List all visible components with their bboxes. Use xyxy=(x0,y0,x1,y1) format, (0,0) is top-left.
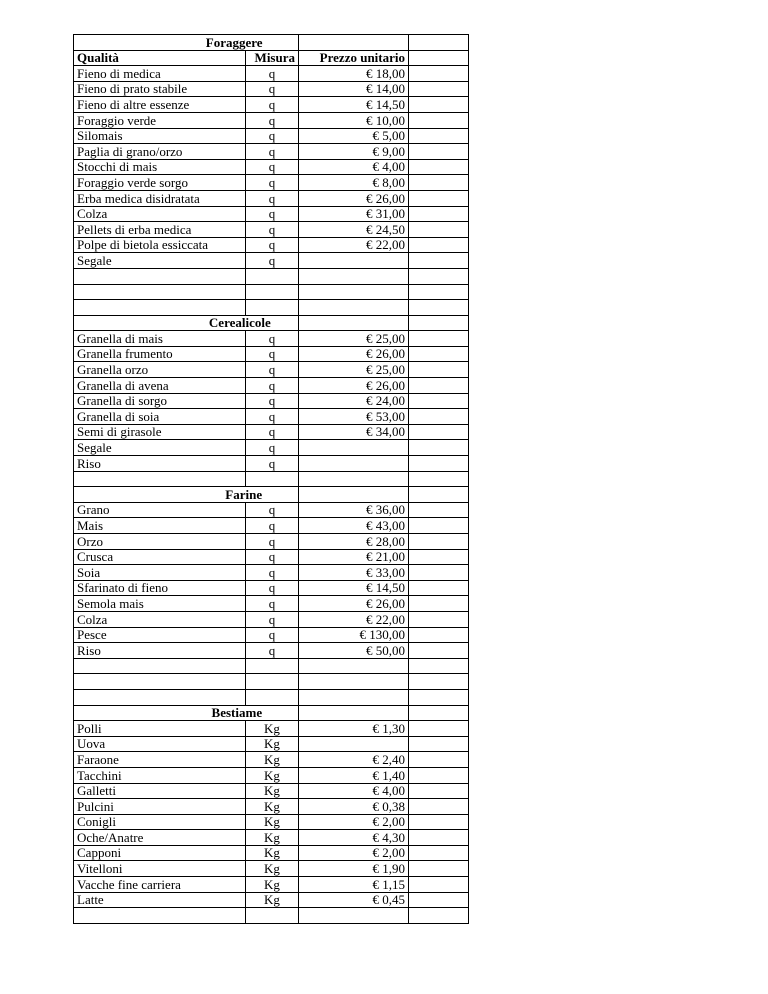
item-price: € 28,00 xyxy=(299,534,409,550)
item-unit: Kg xyxy=(246,752,299,768)
empty-cell xyxy=(299,908,409,924)
empty-cell xyxy=(409,81,469,97)
item-name: Semi di girasole xyxy=(74,424,246,440)
item-price xyxy=(299,736,409,752)
item-price: € 14,00 xyxy=(299,81,409,97)
item-name: Pulcini xyxy=(74,799,246,815)
item-price xyxy=(299,253,409,269)
empty-cell xyxy=(409,284,469,300)
table-row xyxy=(74,518,469,534)
item-name: Granella di mais xyxy=(74,331,246,347)
empty-cell xyxy=(409,409,469,425)
table-row xyxy=(74,752,469,768)
empty-cell xyxy=(299,689,409,705)
empty-cell xyxy=(409,66,469,82)
item-name: Mais xyxy=(74,518,246,534)
empty-cell xyxy=(409,97,469,113)
item-name: Polli xyxy=(74,721,246,737)
table-row xyxy=(74,549,469,565)
item-name: Stocchi di mais xyxy=(74,159,246,175)
blank-row xyxy=(74,658,469,674)
item-unit: q xyxy=(246,534,299,550)
item-name: Riso xyxy=(74,456,246,472)
table-row xyxy=(74,378,469,394)
item-name: Granella di avena xyxy=(74,378,246,394)
item-unit: q xyxy=(246,409,299,425)
item-price: € 4,00 xyxy=(299,783,409,799)
empty-cell xyxy=(74,658,246,674)
item-name: Polpe di bietola essiccata xyxy=(74,237,246,253)
item-price: € 10,00 xyxy=(299,112,409,128)
empty-cell xyxy=(409,144,469,160)
item-name: Oche/Anatre xyxy=(74,830,246,846)
empty-cell xyxy=(74,284,246,300)
item-name: Foraggio verde xyxy=(74,112,246,128)
item-name: Pesce xyxy=(74,627,246,643)
item-unit: q xyxy=(246,456,299,472)
item-unit: q xyxy=(246,378,299,394)
empty-cell xyxy=(409,331,469,347)
table-row xyxy=(74,222,469,238)
table-row xyxy=(74,627,469,643)
item-name: Grano xyxy=(74,502,246,518)
empty-cell xyxy=(409,861,469,877)
empty-cell xyxy=(409,689,469,705)
table-row xyxy=(74,128,469,144)
item-unit: Kg xyxy=(246,814,299,830)
item-name: Colza xyxy=(74,611,246,627)
empty-cell xyxy=(409,611,469,627)
empty-cell xyxy=(409,596,469,612)
empty-cell xyxy=(409,799,469,815)
empty-cell xyxy=(409,877,469,893)
empty-cell xyxy=(409,300,469,316)
table-row xyxy=(74,580,469,596)
empty-cell xyxy=(409,378,469,394)
item-name: Granella di sorgo xyxy=(74,393,246,409)
table-row xyxy=(74,596,469,612)
item-name: Orzo xyxy=(74,534,246,550)
col-header-unit: Misura xyxy=(246,50,299,66)
price-table-body xyxy=(74,35,469,924)
empty-cell xyxy=(409,175,469,191)
section-title-row xyxy=(74,705,469,721)
item-unit: q xyxy=(246,440,299,456)
empty-cell xyxy=(409,674,469,690)
item-price: € 14,50 xyxy=(299,580,409,596)
item-unit: q xyxy=(246,112,299,128)
col-header-price: Prezzo unitario xyxy=(299,50,409,66)
empty-cell xyxy=(74,300,246,316)
table-row xyxy=(74,144,469,160)
item-price: € 34,00 xyxy=(299,424,409,440)
blank-row xyxy=(74,689,469,705)
item-unit: q xyxy=(246,222,299,238)
empty-cell xyxy=(409,456,469,472)
item-unit: Kg xyxy=(246,861,299,877)
item-price: € 26,00 xyxy=(299,346,409,362)
empty-cell xyxy=(409,35,469,51)
item-name: Soia xyxy=(74,565,246,581)
empty-cell xyxy=(409,721,469,737)
item-price: € 2,40 xyxy=(299,752,409,768)
empty-cell xyxy=(299,471,409,487)
item-name: Colza xyxy=(74,206,246,222)
table-row xyxy=(74,97,469,113)
empty-cell xyxy=(246,268,299,284)
table-row xyxy=(74,830,469,846)
table-row xyxy=(74,346,469,362)
empty-cell xyxy=(409,658,469,674)
item-name: Paglia di grano/orzo xyxy=(74,144,246,160)
item-price: € 26,00 xyxy=(299,596,409,612)
item-name: Tacchini xyxy=(74,767,246,783)
item-price: € 1,15 xyxy=(299,877,409,893)
table-row xyxy=(74,814,469,830)
empty-cell xyxy=(246,658,299,674)
item-unit: q xyxy=(246,565,299,581)
item-price: € 5,00 xyxy=(299,128,409,144)
item-name: Granella orzo xyxy=(74,362,246,378)
empty-cell xyxy=(409,705,469,721)
item-unit: q xyxy=(246,175,299,191)
empty-cell xyxy=(409,518,469,534)
item-name: Capponi xyxy=(74,845,246,861)
item-price: € 0,38 xyxy=(299,799,409,815)
empty-cell xyxy=(409,534,469,550)
table-row xyxy=(74,424,469,440)
empty-cell xyxy=(409,736,469,752)
item-price: € 43,00 xyxy=(299,518,409,534)
table-row xyxy=(74,736,469,752)
table-row xyxy=(74,190,469,206)
item-unit: Kg xyxy=(246,845,299,861)
table-row xyxy=(74,456,469,472)
table-row xyxy=(74,440,469,456)
empty-cell xyxy=(299,268,409,284)
empty-cell xyxy=(409,159,469,175)
empty-cell xyxy=(409,487,469,503)
item-name: Uova xyxy=(74,736,246,752)
empty-cell xyxy=(246,300,299,316)
item-unit: Kg xyxy=(246,721,299,737)
item-name: Pellets di erba medica xyxy=(74,222,246,238)
item-price xyxy=(299,456,409,472)
empty-cell xyxy=(74,689,246,705)
item-price: € 24,00 xyxy=(299,393,409,409)
item-unit: Kg xyxy=(246,767,299,783)
item-unit: q xyxy=(246,424,299,440)
empty-cell xyxy=(409,502,469,518)
item-name: Faraone xyxy=(74,752,246,768)
section-title-cont: icole xyxy=(246,315,299,331)
item-price: € 50,00 xyxy=(299,643,409,659)
item-price: € 25,00 xyxy=(299,331,409,347)
item-unit: Kg xyxy=(246,892,299,908)
item-name: Vacche fine carriera xyxy=(74,877,246,893)
table-row xyxy=(74,81,469,97)
item-price: € 0,45 xyxy=(299,892,409,908)
empty-cell xyxy=(409,128,469,144)
item-name: Segale xyxy=(74,253,246,269)
empty-cell xyxy=(409,190,469,206)
item-unit: q xyxy=(246,331,299,347)
table-row xyxy=(74,565,469,581)
column-header-row xyxy=(74,50,469,66)
item-name: Granella di soia xyxy=(74,409,246,425)
empty-cell xyxy=(409,253,469,269)
price-table xyxy=(73,34,469,924)
item-unit: q xyxy=(246,643,299,659)
section-title: Foragg xyxy=(74,35,246,51)
table-row xyxy=(74,643,469,659)
table-row xyxy=(74,409,469,425)
section-title-row xyxy=(74,315,469,331)
item-unit: q xyxy=(246,502,299,518)
table-row xyxy=(74,206,469,222)
item-name: Sfarinato di fieno xyxy=(74,580,246,596)
empty-cell xyxy=(246,471,299,487)
empty-cell xyxy=(299,35,409,51)
item-price: € 22,00 xyxy=(299,237,409,253)
table-row xyxy=(74,331,469,347)
item-unit: q xyxy=(246,611,299,627)
item-name: Crusca xyxy=(74,549,246,565)
table-row xyxy=(74,112,469,128)
item-name: Galletti xyxy=(74,783,246,799)
table-row xyxy=(74,611,469,627)
col-header-quality: Qualità xyxy=(74,50,246,66)
item-price: € 21,00 xyxy=(299,549,409,565)
table-row xyxy=(74,783,469,799)
empty-cell xyxy=(409,830,469,846)
item-price: € 24,50 xyxy=(299,222,409,238)
item-unit: q xyxy=(246,253,299,269)
empty-cell xyxy=(409,845,469,861)
section-title: Far xyxy=(74,487,246,503)
item-price: € 25,00 xyxy=(299,362,409,378)
item-unit: q xyxy=(246,159,299,175)
empty-cell xyxy=(409,237,469,253)
section-title-cont: ere xyxy=(246,35,299,51)
table-row xyxy=(74,362,469,378)
empty-cell xyxy=(246,689,299,705)
empty-cell xyxy=(246,908,299,924)
item-name: Fieno di medica xyxy=(74,66,246,82)
empty-cell xyxy=(299,284,409,300)
item-price: € 1,30 xyxy=(299,721,409,737)
item-unit: Kg xyxy=(246,783,299,799)
item-price: € 1,90 xyxy=(299,861,409,877)
section-title-cont: me xyxy=(246,705,299,721)
table-row xyxy=(74,799,469,815)
table-row xyxy=(74,159,469,175)
section-title-row xyxy=(74,487,469,503)
empty-cell xyxy=(409,580,469,596)
item-name: Erba medica disidratata xyxy=(74,190,246,206)
section-title-cont: ine xyxy=(246,487,299,503)
item-unit: q xyxy=(246,97,299,113)
item-price: € 4,00 xyxy=(299,159,409,175)
table-row xyxy=(74,253,469,269)
item-unit: q xyxy=(246,346,299,362)
empty-cell xyxy=(409,549,469,565)
empty-cell xyxy=(299,315,409,331)
item-price: € 2,00 xyxy=(299,814,409,830)
table-row xyxy=(74,534,469,550)
item-unit: q xyxy=(246,206,299,222)
item-unit: Kg xyxy=(246,799,299,815)
empty-cell xyxy=(409,814,469,830)
item-unit: q xyxy=(246,580,299,596)
item-name: Fieno di prato stabile xyxy=(74,81,246,97)
item-name: Semola mais xyxy=(74,596,246,612)
empty-cell xyxy=(74,674,246,690)
table-row xyxy=(74,767,469,783)
item-unit: q xyxy=(246,144,299,160)
item-unit: q xyxy=(246,518,299,534)
item-price: € 26,00 xyxy=(299,190,409,206)
table-row xyxy=(74,393,469,409)
empty-cell xyxy=(246,284,299,300)
item-name: Latte xyxy=(74,892,246,908)
empty-cell xyxy=(246,674,299,690)
item-price: € 1,40 xyxy=(299,767,409,783)
item-unit: q xyxy=(246,190,299,206)
empty-cell xyxy=(409,393,469,409)
item-unit: q xyxy=(246,627,299,643)
empty-cell xyxy=(74,908,246,924)
item-unit: q xyxy=(246,596,299,612)
item-unit: Kg xyxy=(246,877,299,893)
item-price: € 18,00 xyxy=(299,66,409,82)
table-row xyxy=(74,877,469,893)
item-unit: q xyxy=(246,362,299,378)
item-unit: q xyxy=(246,128,299,144)
empty-cell xyxy=(409,50,469,66)
item-name: Conigli xyxy=(74,814,246,830)
item-price: € 9,00 xyxy=(299,144,409,160)
item-unit: Kg xyxy=(246,736,299,752)
item-name: Granella frumento xyxy=(74,346,246,362)
empty-cell xyxy=(74,268,246,284)
table-row xyxy=(74,66,469,82)
empty-cell xyxy=(409,206,469,222)
table-row xyxy=(74,175,469,191)
empty-cell xyxy=(299,658,409,674)
blank-row xyxy=(74,908,469,924)
item-name: Silomais xyxy=(74,128,246,144)
item-price: € 26,00 xyxy=(299,378,409,394)
item-name: Foraggio verde sorgo xyxy=(74,175,246,191)
empty-cell xyxy=(409,346,469,362)
empty-cell xyxy=(409,268,469,284)
item-price: € 2,00 xyxy=(299,845,409,861)
table-row xyxy=(74,237,469,253)
item-price: € 130,00 xyxy=(299,627,409,643)
empty-cell xyxy=(409,783,469,799)
empty-cell xyxy=(409,565,469,581)
empty-cell xyxy=(299,705,409,721)
empty-cell xyxy=(409,892,469,908)
empty-cell xyxy=(299,674,409,690)
empty-cell xyxy=(409,362,469,378)
empty-cell xyxy=(409,908,469,924)
empty-cell xyxy=(299,487,409,503)
empty-cell xyxy=(74,471,246,487)
empty-cell xyxy=(409,424,469,440)
table-row xyxy=(74,845,469,861)
blank-row xyxy=(74,268,469,284)
item-unit: Kg xyxy=(246,830,299,846)
empty-cell xyxy=(409,112,469,128)
empty-cell xyxy=(409,643,469,659)
blank-row xyxy=(74,300,469,316)
item-unit: q xyxy=(246,81,299,97)
section-title-row xyxy=(74,35,469,51)
item-price: € 14,50 xyxy=(299,97,409,113)
item-price: € 36,00 xyxy=(299,502,409,518)
item-name: Vitelloni xyxy=(74,861,246,877)
item-unit: q xyxy=(246,66,299,82)
item-name: Segale xyxy=(74,440,246,456)
section-title: Cereal xyxy=(74,315,246,331)
item-unit: q xyxy=(246,393,299,409)
empty-cell xyxy=(409,627,469,643)
table-row xyxy=(74,721,469,737)
empty-cell xyxy=(409,471,469,487)
item-unit: q xyxy=(246,237,299,253)
empty-cell xyxy=(409,752,469,768)
empty-cell xyxy=(409,440,469,456)
item-price: € 4,30 xyxy=(299,830,409,846)
item-name: Fieno di altre essenze xyxy=(74,97,246,113)
item-price: € 33,00 xyxy=(299,565,409,581)
item-name: Riso xyxy=(74,643,246,659)
blank-row xyxy=(74,284,469,300)
item-price: € 22,00 xyxy=(299,611,409,627)
blank-row xyxy=(74,471,469,487)
item-price xyxy=(299,440,409,456)
item-unit: q xyxy=(246,549,299,565)
empty-cell xyxy=(409,315,469,331)
table-row xyxy=(74,892,469,908)
item-price: € 31,00 xyxy=(299,206,409,222)
item-price: € 8,00 xyxy=(299,175,409,191)
table-row xyxy=(74,502,469,518)
section-title: Bestia xyxy=(74,705,246,721)
table-row xyxy=(74,861,469,877)
blank-row xyxy=(74,674,469,690)
empty-cell xyxy=(409,767,469,783)
item-price: € 53,00 xyxy=(299,409,409,425)
empty-cell xyxy=(299,300,409,316)
empty-cell xyxy=(409,222,469,238)
